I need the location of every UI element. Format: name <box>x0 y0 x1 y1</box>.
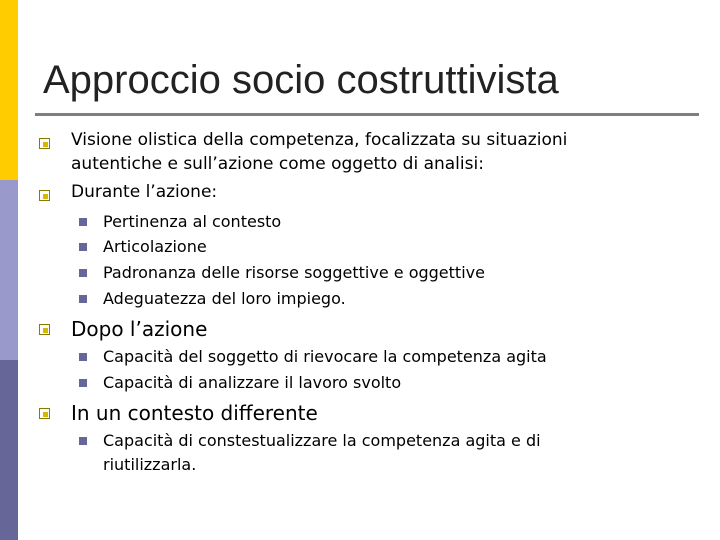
sub-bullet-pertinenza: Pertinenza al contesto <box>103 212 282 231</box>
filled-square-bullet-icon <box>79 379 87 387</box>
bullet-visione-line-1: Visione olistica della competenza, focalizzata su situazioni <box>71 130 568 150</box>
sub-bullet-contestualizzare-line-1: Capacità di constestualizzare la competenza agita e di <box>103 431 541 450</box>
filled-square-bullet-icon <box>79 353 87 361</box>
side-stripe-middle <box>0 180 18 360</box>
side-stripe-top <box>0 0 18 180</box>
filled-square-bullet-icon <box>79 218 87 226</box>
side-stripe-bottom <box>0 360 18 540</box>
bullet-visione-line-2: autentiche e sull’azione come oggetto di analisi: <box>71 154 484 174</box>
sub-bullet-contestualizzare-line-2: riutilizzarla. <box>103 455 197 474</box>
filled-square-bullet-icon <box>79 295 87 303</box>
title-divider <box>35 113 699 116</box>
filled-square-bullet-icon <box>79 269 87 277</box>
sub-bullet-rievocare: Capacità del soggetto di rievocare la competenza agita <box>103 347 547 366</box>
square-outline-bullet-icon <box>39 324 50 335</box>
filled-square-bullet-icon <box>79 437 87 445</box>
square-outline-bullet-icon <box>39 138 50 149</box>
sub-bullet-padronanza: Padronanza delle risorse soggettive e oggettive <box>103 263 485 282</box>
sub-bullet-analizzare: Capacità di analizzare il lavoro svolto <box>103 373 402 392</box>
sub-bullet-adeguatezza: Adeguatezza del loro impiego. <box>103 289 346 308</box>
slide-title: Approccio socio costruttivista <box>43 58 559 102</box>
bullet-durante-azione: Durante l’azione: <box>71 182 218 202</box>
filled-square-bullet-icon <box>79 243 87 251</box>
bullet-contesto-differente: In un contesto differente <box>71 401 318 425</box>
sub-bullet-articolazione: Articolazione <box>103 237 207 256</box>
bullet-dopo-azione: Dopo l’azione <box>71 317 208 341</box>
square-outline-bullet-icon <box>39 190 50 201</box>
square-outline-bullet-icon <box>39 408 50 419</box>
